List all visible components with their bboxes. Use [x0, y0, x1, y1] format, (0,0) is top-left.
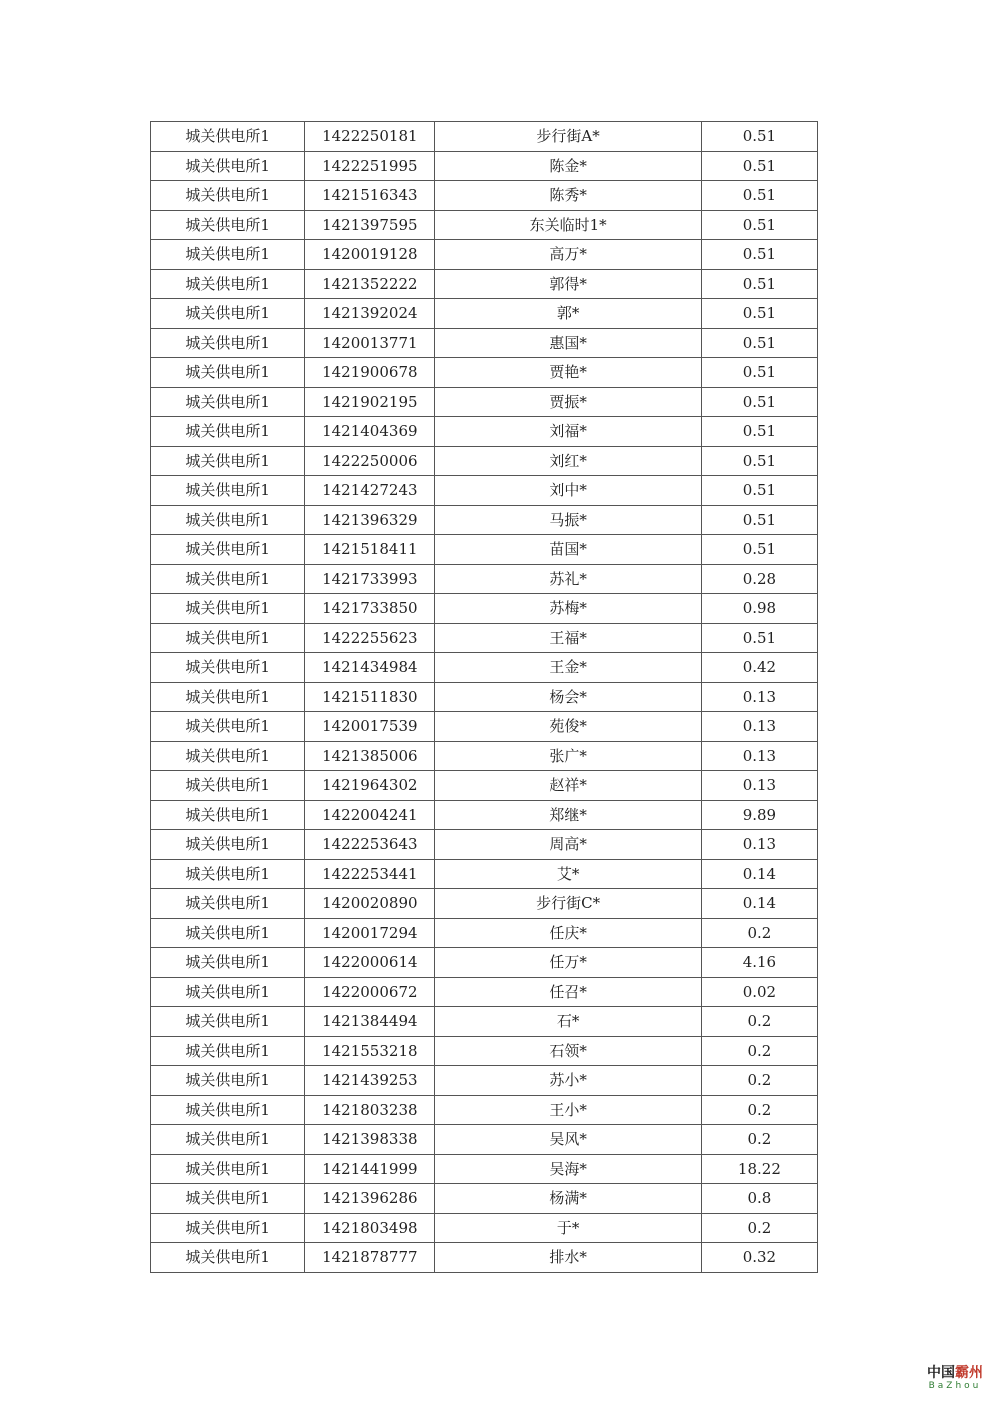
account-number-cell: 1421396286 — [305, 1184, 435, 1214]
station-cell: 城关供电所1 — [151, 1213, 305, 1243]
amount-cell: 0.51 — [701, 240, 817, 270]
account-number-cell: 1422253643 — [305, 830, 435, 860]
station-cell: 城关供电所1 — [151, 1095, 305, 1125]
amount-cell: 0.51 — [701, 446, 817, 476]
amount-cell: 0.51 — [701, 535, 817, 565]
amount-cell: 9.89 — [701, 800, 817, 830]
amount-cell: 0.51 — [701, 387, 817, 417]
station-cell: 城关供电所1 — [151, 1154, 305, 1184]
table-row — [151, 712, 818, 742]
amount-cell: 0.51 — [701, 358, 817, 388]
amount-cell: 0.2 — [701, 1213, 817, 1243]
table-row — [151, 535, 818, 565]
amount-cell: 0.51 — [701, 623, 817, 653]
station-cell: 城关供电所1 — [151, 623, 305, 653]
customer-name-cell: 惠国* — [435, 328, 701, 358]
account-number-cell: 1421434984 — [305, 653, 435, 683]
station-cell: 城关供电所1 — [151, 948, 305, 978]
logo-title-main: 中国 — [927, 1365, 955, 1381]
station-cell: 城关供电所1 — [151, 771, 305, 801]
account-number-cell: 1422255623 — [305, 623, 435, 653]
table-row — [151, 653, 818, 683]
station-cell: 城关供电所1 — [151, 830, 305, 860]
account-number-cell: 1421518411 — [305, 535, 435, 565]
amount-cell: 0.13 — [701, 771, 817, 801]
station-cell: 城关供电所1 — [151, 505, 305, 535]
station-cell: 城关供电所1 — [151, 1243, 305, 1273]
amount-cell: 0.51 — [701, 328, 817, 358]
station-cell: 城关供电所1 — [151, 181, 305, 211]
station-cell: 城关供电所1 — [151, 1036, 305, 1066]
account-number-cell: 1421427243 — [305, 476, 435, 506]
table-row — [151, 358, 818, 388]
table-row — [151, 594, 818, 624]
amount-cell: 0.2 — [701, 918, 817, 948]
amount-cell: 0.8 — [701, 1184, 817, 1214]
station-cell: 城关供电所1 — [151, 299, 305, 329]
account-number-cell: 1421396329 — [305, 505, 435, 535]
amount-cell: 0.42 — [701, 653, 817, 683]
customer-name-cell: 陈秀* — [435, 181, 701, 211]
account-number-cell: 1422250181 — [305, 122, 435, 152]
amount-cell: 4.16 — [701, 948, 817, 978]
customer-name-cell: 郭得* — [435, 269, 701, 299]
customer-name-cell: 赵祥* — [435, 771, 701, 801]
account-number-cell: 1421553218 — [305, 1036, 435, 1066]
station-cell: 城关供电所1 — [151, 446, 305, 476]
station-cell: 城关供电所1 — [151, 358, 305, 388]
station-cell: 城关供电所1 — [151, 889, 305, 919]
account-number-cell: 1421398338 — [305, 1125, 435, 1155]
table-row — [151, 771, 818, 801]
amount-cell: 0.32 — [701, 1243, 817, 1273]
table-row — [151, 446, 818, 476]
table-row — [151, 151, 818, 181]
table-row — [151, 328, 818, 358]
station-cell: 城关供电所1 — [151, 653, 305, 683]
customer-name-cell: 陈金* — [435, 151, 701, 181]
customer-name-cell: 郑继* — [435, 800, 701, 830]
amount-cell: 0.51 — [701, 122, 817, 152]
amount-cell: 0.14 — [701, 889, 817, 919]
account-number-cell: 1421733993 — [305, 564, 435, 594]
amount-cell: 0.51 — [701, 505, 817, 535]
account-number-cell: 1421900678 — [305, 358, 435, 388]
amount-cell: 0.13 — [701, 741, 817, 771]
table-row — [151, 240, 818, 270]
account-number-cell: 1422253441 — [305, 859, 435, 889]
station-cell: 城关供电所1 — [151, 1184, 305, 1214]
station-cell: 城关供电所1 — [151, 741, 305, 771]
customer-name-cell: 任召* — [435, 977, 701, 1007]
station-cell: 城关供电所1 — [151, 1007, 305, 1037]
account-number-cell: 1421439253 — [305, 1066, 435, 1096]
table-row — [151, 122, 818, 152]
station-cell: 城关供电所1 — [151, 535, 305, 565]
amount-cell: 0.2 — [701, 1066, 817, 1096]
amount-cell: 0.51 — [701, 181, 817, 211]
account-number-cell: 1421516343 — [305, 181, 435, 211]
station-cell: 城关供电所1 — [151, 151, 305, 181]
account-number-cell: 1420013771 — [305, 328, 435, 358]
account-number-cell: 1422000672 — [305, 977, 435, 1007]
customer-name-cell: 周高* — [435, 830, 701, 860]
table-row — [151, 800, 818, 830]
customer-name-cell: 杨满* — [435, 1184, 701, 1214]
station-cell: 城关供电所1 — [151, 800, 305, 830]
customer-name-cell: 任万* — [435, 948, 701, 978]
amount-cell: 18.22 — [701, 1154, 817, 1184]
customer-name-cell: 步行街C* — [435, 889, 701, 919]
account-number-cell: 1420017294 — [305, 918, 435, 948]
station-cell: 城关供电所1 — [151, 269, 305, 299]
account-number-cell: 1421803498 — [305, 1213, 435, 1243]
station-cell: 城关供电所1 — [151, 417, 305, 447]
table-row — [151, 623, 818, 653]
amount-cell: 0.98 — [701, 594, 817, 624]
customer-name-cell: 贾艳* — [435, 358, 701, 388]
customer-name-cell: 吴风* — [435, 1125, 701, 1155]
customer-name-cell: 任庆* — [435, 918, 701, 948]
amount-cell: 0.51 — [701, 476, 817, 506]
customer-name-cell: 张广* — [435, 741, 701, 771]
station-cell: 城关供电所1 — [151, 918, 305, 948]
station-cell: 城关供电所1 — [151, 682, 305, 712]
table-row — [151, 1243, 818, 1273]
customer-name-cell: 王小* — [435, 1095, 701, 1125]
table-row — [151, 889, 818, 919]
customer-name-cell: 排水* — [435, 1243, 701, 1273]
account-number-cell: 1422250006 — [305, 446, 435, 476]
station-cell: 城关供电所1 — [151, 564, 305, 594]
amount-cell: 0.28 — [701, 564, 817, 594]
amount-cell: 0.51 — [701, 269, 817, 299]
table-row — [151, 1036, 818, 1066]
customer-name-cell: 贾振* — [435, 387, 701, 417]
account-number-cell: 1422000614 — [305, 948, 435, 978]
table-row — [151, 1007, 818, 1037]
amount-cell: 0.51 — [701, 299, 817, 329]
table-row — [151, 859, 818, 889]
amount-cell: 0.51 — [701, 151, 817, 181]
table-row — [151, 1154, 818, 1184]
customer-name-cell: 郭* — [435, 299, 701, 329]
account-number-cell: 1421964302 — [305, 771, 435, 801]
table-row — [151, 977, 818, 1007]
account-number-cell: 1422004241 — [305, 800, 435, 830]
customer-name-cell: 刘福* — [435, 417, 701, 447]
station-cell: 城关供电所1 — [151, 1125, 305, 1155]
account-number-cell: 1421385006 — [305, 741, 435, 771]
account-number-cell: 1421392024 — [305, 299, 435, 329]
account-number-cell: 1421902195 — [305, 387, 435, 417]
amount-cell: 0.13 — [701, 712, 817, 742]
table-body — [151, 122, 818, 1273]
customer-name-cell: 苑俊* — [435, 712, 701, 742]
table-row — [151, 1066, 818, 1096]
account-number-cell: 1420020890 — [305, 889, 435, 919]
account-number-cell: 1421733850 — [305, 594, 435, 624]
customer-name-cell: 石* — [435, 1007, 701, 1037]
table-row — [151, 948, 818, 978]
customer-name-cell: 东关临时1* — [435, 210, 701, 240]
customer-name-cell: 石领* — [435, 1036, 701, 1066]
table-row — [151, 299, 818, 329]
customer-name-cell: 杨会* — [435, 682, 701, 712]
customer-name-cell: 马振* — [435, 505, 701, 535]
customer-name-cell: 步行街A* — [435, 122, 701, 152]
table-row — [151, 1125, 818, 1155]
account-number-cell: 1422251995 — [305, 151, 435, 181]
amount-cell: 0.2 — [701, 1007, 817, 1037]
customer-name-cell: 吴海* — [435, 1154, 701, 1184]
station-cell: 城关供电所1 — [151, 594, 305, 624]
table-row — [151, 505, 818, 535]
account-number-cell: 1421878777 — [305, 1243, 435, 1273]
customer-name-cell: 苏小* — [435, 1066, 701, 1096]
table-row — [151, 682, 818, 712]
account-number-cell: 1421352222 — [305, 269, 435, 299]
station-cell: 城关供电所1 — [151, 712, 305, 742]
site-logo — [924, 1366, 986, 1391]
customer-name-cell: 苏礼* — [435, 564, 701, 594]
data-table — [150, 121, 818, 1273]
table-row — [151, 564, 818, 594]
customer-name-cell: 艾* — [435, 859, 701, 889]
customer-name-cell: 苗国* — [435, 535, 701, 565]
account-number-cell: 1420019128 — [305, 240, 435, 270]
table-row — [151, 830, 818, 860]
station-cell: 城关供电所1 — [151, 210, 305, 240]
amount-cell: 0.02 — [701, 977, 817, 1007]
station-cell: 城关供电所1 — [151, 240, 305, 270]
amount-cell: 0.2 — [701, 1095, 817, 1125]
station-cell: 城关供电所1 — [151, 977, 305, 1007]
customer-name-cell: 王金* — [435, 653, 701, 683]
table-row — [151, 918, 818, 948]
customer-name-cell: 王福* — [435, 623, 701, 653]
customer-name-cell: 于* — [435, 1213, 701, 1243]
account-number-cell: 1421803238 — [305, 1095, 435, 1125]
amount-cell: 0.13 — [701, 682, 817, 712]
logo-title — [924, 1366, 986, 1380]
station-cell: 城关供电所1 — [151, 387, 305, 417]
account-number-cell: 1420017539 — [305, 712, 435, 742]
amount-cell: 0.2 — [701, 1125, 817, 1155]
account-number-cell: 1421404369 — [305, 417, 435, 447]
amount-cell: 0.51 — [701, 210, 817, 240]
account-number-cell: 1421397595 — [305, 210, 435, 240]
station-cell: 城关供电所1 — [151, 1066, 305, 1096]
account-number-cell: 1421384494 — [305, 1007, 435, 1037]
amount-cell: 0.13 — [701, 830, 817, 860]
station-cell: 城关供电所1 — [151, 476, 305, 506]
table-row — [151, 269, 818, 299]
amount-cell: 0.2 — [701, 1036, 817, 1066]
account-number-cell: 1421441999 — [305, 1154, 435, 1184]
station-cell: 城关供电所1 — [151, 328, 305, 358]
customer-name-cell: 高万* — [435, 240, 701, 270]
table-row — [151, 1095, 818, 1125]
table-row — [151, 1213, 818, 1243]
logo-subtitle: BaZhou — [928, 1381, 982, 1391]
table-row — [151, 476, 818, 506]
station-cell: 城关供电所1 — [151, 122, 305, 152]
customer-name-cell: 刘中* — [435, 476, 701, 506]
amount-cell: 0.14 — [701, 859, 817, 889]
table-row — [151, 210, 818, 240]
logo-title-accent: 霸州 — [955, 1365, 983, 1381]
table-row — [151, 1184, 818, 1214]
table-row — [151, 741, 818, 771]
table-row — [151, 387, 818, 417]
customer-name-cell: 刘红* — [435, 446, 701, 476]
table-row — [151, 417, 818, 447]
amount-cell: 0.51 — [701, 417, 817, 447]
table-row — [151, 181, 818, 211]
station-cell: 城关供电所1 — [151, 859, 305, 889]
account-number-cell: 1421511830 — [305, 682, 435, 712]
customer-name-cell: 苏梅* — [435, 594, 701, 624]
